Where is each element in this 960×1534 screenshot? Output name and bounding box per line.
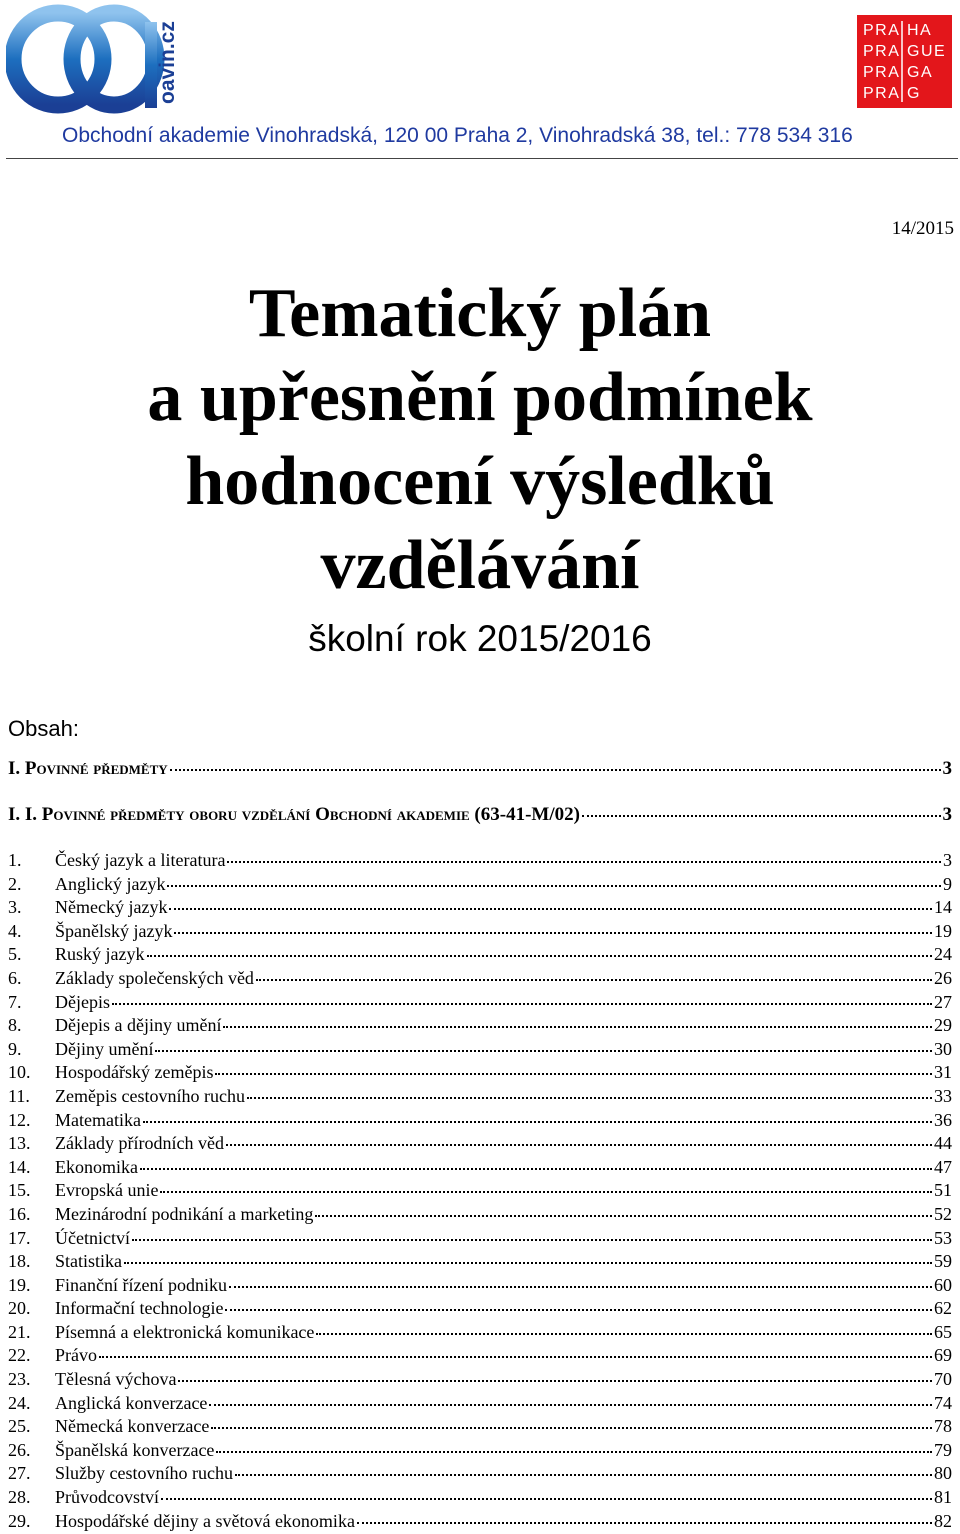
toc-item-title[interactable]: Dějiny umění — [55, 1038, 154, 1059]
toc-item-number: 12. — [8, 1109, 31, 1130]
toc-item-row[interactable] — [8, 1369, 952, 1393]
toc-item-number: 17. — [8, 1227, 31, 1248]
toc-item-row[interactable] — [8, 921, 952, 945]
toc-item-number: 28. — [8, 1487, 31, 1508]
toc-item-row[interactable] — [8, 1228, 952, 1252]
dot-leader — [99, 1356, 932, 1358]
toc-item-page: 33 — [934, 1085, 952, 1106]
toc-item-number: 16. — [8, 1203, 31, 1224]
toc-item-title[interactable]: Matematika — [55, 1109, 141, 1130]
dot-leader — [226, 1144, 932, 1146]
toc-item-page: 19 — [934, 920, 952, 941]
toc-item-row[interactable] — [8, 874, 952, 898]
header-divider — [6, 158, 958, 159]
toc-item-title[interactable]: Dějepis — [55, 991, 110, 1012]
toc-item-row[interactable] — [8, 1275, 952, 1299]
toc-item-number: 2. — [8, 873, 22, 894]
toc-item-title[interactable]: Statistika — [55, 1251, 122, 1272]
toc-item-page: 31 — [934, 1062, 952, 1083]
title-block — [0, 272, 960, 662]
toc-item-title[interactable]: Mezinárodní podnikání a marketing — [55, 1203, 314, 1224]
toc-item-page: 70 — [934, 1369, 952, 1390]
document-number: 14/2015 — [891, 218, 954, 239]
toc-item-page: 30 — [934, 1038, 952, 1059]
toc-item-page: 82 — [934, 1510, 952, 1531]
toc-item-title[interactable]: Základy společenských věd — [55, 967, 254, 988]
toc-item-row[interactable] — [8, 1393, 952, 1417]
dot-leader — [225, 1309, 932, 1311]
toc-item-title[interactable]: I. I. Povinné předměty oboru vzdělání Obchodní akademie (63-41-M/02) — [8, 804, 580, 825]
toc-item-title[interactable]: Písemná a elektronická komunikace — [55, 1321, 315, 1342]
dot-leader — [178, 1380, 932, 1382]
toc-item-number: 3. — [8, 897, 22, 918]
toc-item-title[interactable]: Ekonomika — [55, 1156, 138, 1177]
toc-item-title[interactable]: Hospodářské dějiny a světová ekonomika — [55, 1510, 355, 1531]
toc-item-row[interactable] — [8, 897, 952, 921]
toc-section-row[interactable] — [8, 804, 952, 850]
toc-item-title[interactable]: Průvodcovství — [55, 1487, 160, 1508]
toc-item-title[interactable]: Hospodářský zeměpis — [55, 1062, 214, 1083]
dot-leader — [155, 1050, 932, 1052]
toc-item-title[interactable]: Účetnictví — [55, 1227, 130, 1248]
praha-logo-letters: PRA — [863, 85, 901, 102]
toc-item-number: 8. — [8, 1015, 22, 1036]
toc-item-number: 7. — [8, 991, 22, 1012]
school-year-subtitle: školní rok 2015/2016 — [308, 618, 652, 659]
toc-item-title[interactable]: Německý jazyk — [55, 897, 168, 918]
dot-leader — [227, 861, 941, 863]
toc-item-row[interactable] — [8, 968, 952, 992]
toc-item-page: 47 — [934, 1156, 952, 1177]
toc-item-page: 52 — [934, 1203, 952, 1224]
toc-item-title[interactable]: Anglický jazyk — [55, 873, 166, 894]
toc-item-title[interactable]: Český jazyk a literatura — [55, 850, 226, 870]
toc-item-title[interactable]: Evropská unie — [55, 1180, 159, 1201]
praha-logo-letters: GA — [907, 64, 934, 81]
toc-item-title[interactable]: Právo — [55, 1345, 97, 1366]
dot-leader — [215, 1073, 932, 1075]
toc-item-row[interactable] — [8, 1110, 952, 1134]
toc-item-title[interactable]: Tělesná výchova — [55, 1369, 177, 1390]
toc-item-number: 1. — [8, 850, 22, 870]
dot-leader — [247, 1097, 932, 1099]
toc-item-row[interactable] — [8, 1511, 952, 1534]
toc-item-page: 81 — [934, 1487, 952, 1508]
toc-item-row[interactable] — [8, 1345, 952, 1369]
dot-leader — [174, 932, 932, 934]
toc-item-page: 53 — [934, 1227, 952, 1248]
title-line-3: hodnocení výsledků — [185, 443, 775, 520]
dot-leader — [316, 1333, 932, 1335]
praha-logo-letters: GUE — [907, 43, 947, 60]
dot-leader — [209, 1404, 932, 1406]
toc-item-number: 15. — [8, 1180, 31, 1201]
toc-item-row[interactable] — [8, 1440, 952, 1464]
toc-item-row[interactable] — [8, 1487, 952, 1511]
dot-leader — [223, 1026, 932, 1028]
toc-item-number: 14. — [8, 1156, 31, 1177]
toc-item-title[interactable]: Služby cestovního ruchu — [55, 1463, 233, 1484]
dot-leader — [147, 955, 933, 957]
toc-item-row[interactable] — [8, 1298, 952, 1322]
oavin-logo-text: oavin.cz — [156, 21, 179, 104]
toc-item-title[interactable]: Finanční řízení podniku — [55, 1274, 227, 1295]
toc-item-page: 36 — [934, 1109, 952, 1130]
title-line-1: Tematický plán — [248, 275, 712, 352]
toc-item-row[interactable] — [8, 1157, 952, 1181]
toc-item-page: 80 — [934, 1463, 952, 1484]
toc-item-row[interactable] — [8, 1133, 952, 1157]
toc-item-row[interactable] — [8, 1039, 952, 1063]
dot-leader — [167, 885, 941, 887]
toc-item-page: 62 — [934, 1298, 952, 1319]
dot-leader — [132, 1239, 932, 1241]
dot-leader — [112, 1003, 932, 1005]
table-of-contents — [8, 758, 952, 1534]
dot-leader — [124, 1262, 932, 1264]
toc-item-row[interactable] — [8, 1062, 952, 1086]
toc-item-page: 27 — [934, 991, 952, 1012]
toc-item-number: 5. — [8, 944, 22, 965]
toc-item-title[interactable]: Anglická konverzace — [55, 1392, 208, 1413]
toc-item-number: 11. — [8, 1085, 30, 1106]
toc-item-title[interactable]: Ruský jazyk — [55, 944, 145, 965]
toc-item-page: 65 — [934, 1321, 952, 1342]
dot-leader — [357, 1522, 932, 1524]
toc-item-title[interactable]: Dějepis a dějiny umění — [55, 1015, 222, 1036]
toc-item-row[interactable] — [8, 1463, 952, 1487]
oavin-logo — [6, 4, 186, 114]
dot-leader — [160, 1191, 932, 1193]
toc-item-number: 9. — [8, 1038, 22, 1059]
toc-item-page: 29 — [934, 1015, 952, 1036]
toc-item-number: 29. — [8, 1510, 31, 1531]
title-line-4: vzdělávání — [320, 527, 640, 604]
dot-leader — [161, 1498, 932, 1500]
praha-logo-letters: PRA — [863, 43, 901, 60]
title-line-2: a upřesnění podmínek — [147, 359, 813, 436]
toc-item-number: 13. — [8, 1133, 31, 1154]
dot-leader — [140, 1168, 932, 1170]
toc-item-row[interactable] — [8, 992, 952, 1016]
toc-item-number: 22. — [8, 1345, 31, 1366]
toc-item-row[interactable] — [8, 944, 952, 968]
toc-item-number: 6. — [8, 967, 22, 988]
toc-item-title[interactable]: Zeměpis cestovního ruchu — [55, 1085, 245, 1106]
toc-item-page: 69 — [934, 1345, 952, 1366]
toc-item-number: 18. — [8, 1251, 31, 1272]
toc-item-number: 27. — [8, 1463, 31, 1484]
school-address-line: Obchodní akademie Vinohradská, 120 00 Praha 2, Vinohradská 38, tel.: 778 534 316 — [62, 124, 853, 147]
praha-logo-letters: PRA — [863, 64, 901, 81]
toc-item-number: 19. — [8, 1274, 31, 1295]
toc-item-number: 21. — [8, 1321, 31, 1342]
toc-item-number: 26. — [8, 1439, 31, 1460]
dot-leader — [582, 815, 941, 817]
dot-leader — [143, 1121, 932, 1123]
toc-item-number: 4. — [8, 920, 22, 941]
toc-item-title[interactable]: I. Povinné předměty — [8, 758, 168, 779]
praha-logo-letters: G — [907, 85, 921, 102]
dot-leader — [235, 1474, 932, 1476]
toc-item-page: 3 — [943, 850, 952, 870]
toc-item-page: 24 — [934, 944, 952, 965]
praha-logo-letters: PRA — [863, 22, 901, 39]
toc-section-row[interactable] — [8, 758, 952, 804]
toc-item-row[interactable] — [8, 1015, 952, 1039]
toc-item-page: 79 — [934, 1439, 952, 1460]
toc-item-title[interactable]: Španělský jazyk — [55, 920, 173, 941]
toc-item-number: 20. — [8, 1298, 31, 1319]
praha-logo — [857, 15, 952, 108]
toc-item-page: 60 — [934, 1274, 952, 1295]
toc-item-page: 3 — [942, 758, 952, 779]
dot-leader — [169, 908, 932, 910]
toc-item-title[interactable]: Španělská konverzace — [55, 1439, 215, 1460]
toc-item-number: 25. — [8, 1416, 31, 1437]
toc-item-page: 44 — [934, 1133, 952, 1154]
toc-item-title[interactable]: Základy přírodních věd — [55, 1133, 224, 1154]
toc-item-number: 24. — [8, 1392, 31, 1413]
toc-item-row[interactable] — [8, 1251, 952, 1275]
toc-item-row[interactable] — [8, 1086, 952, 1110]
dot-leader — [211, 1427, 932, 1429]
toc-item-page: 14 — [934, 897, 952, 918]
praha-logo-letters: HA — [907, 22, 933, 39]
toc-item-row[interactable] — [8, 1180, 952, 1204]
toc-item-number: 23. — [8, 1369, 31, 1390]
toc-item-title[interactable]: Informační technologie — [55, 1298, 224, 1319]
dot-leader — [315, 1215, 932, 1217]
contents-heading: Obsah: — [8, 716, 79, 741]
toc-item-title[interactable]: Německá konverzace — [55, 1416, 210, 1437]
toc-item-page: 74 — [934, 1392, 952, 1413]
toc-item-page: 78 — [934, 1416, 952, 1437]
toc-item-row[interactable] — [8, 1322, 952, 1346]
toc-item-row[interactable] — [8, 850, 952, 874]
toc-item-row[interactable] — [8, 1204, 952, 1228]
toc-item-row[interactable] — [8, 1416, 952, 1440]
toc-item-page: 3 — [942, 804, 952, 825]
toc-item-page: 51 — [934, 1180, 952, 1201]
dot-leader — [216, 1451, 932, 1453]
dot-leader — [229, 1286, 932, 1288]
toc-item-number: 10. — [8, 1062, 31, 1083]
dot-leader — [170, 769, 941, 771]
toc-item-page: 9 — [943, 873, 952, 894]
toc-item-page: 26 — [934, 967, 952, 988]
toc-item-page: 59 — [934, 1251, 952, 1272]
dot-leader — [256, 979, 932, 981]
